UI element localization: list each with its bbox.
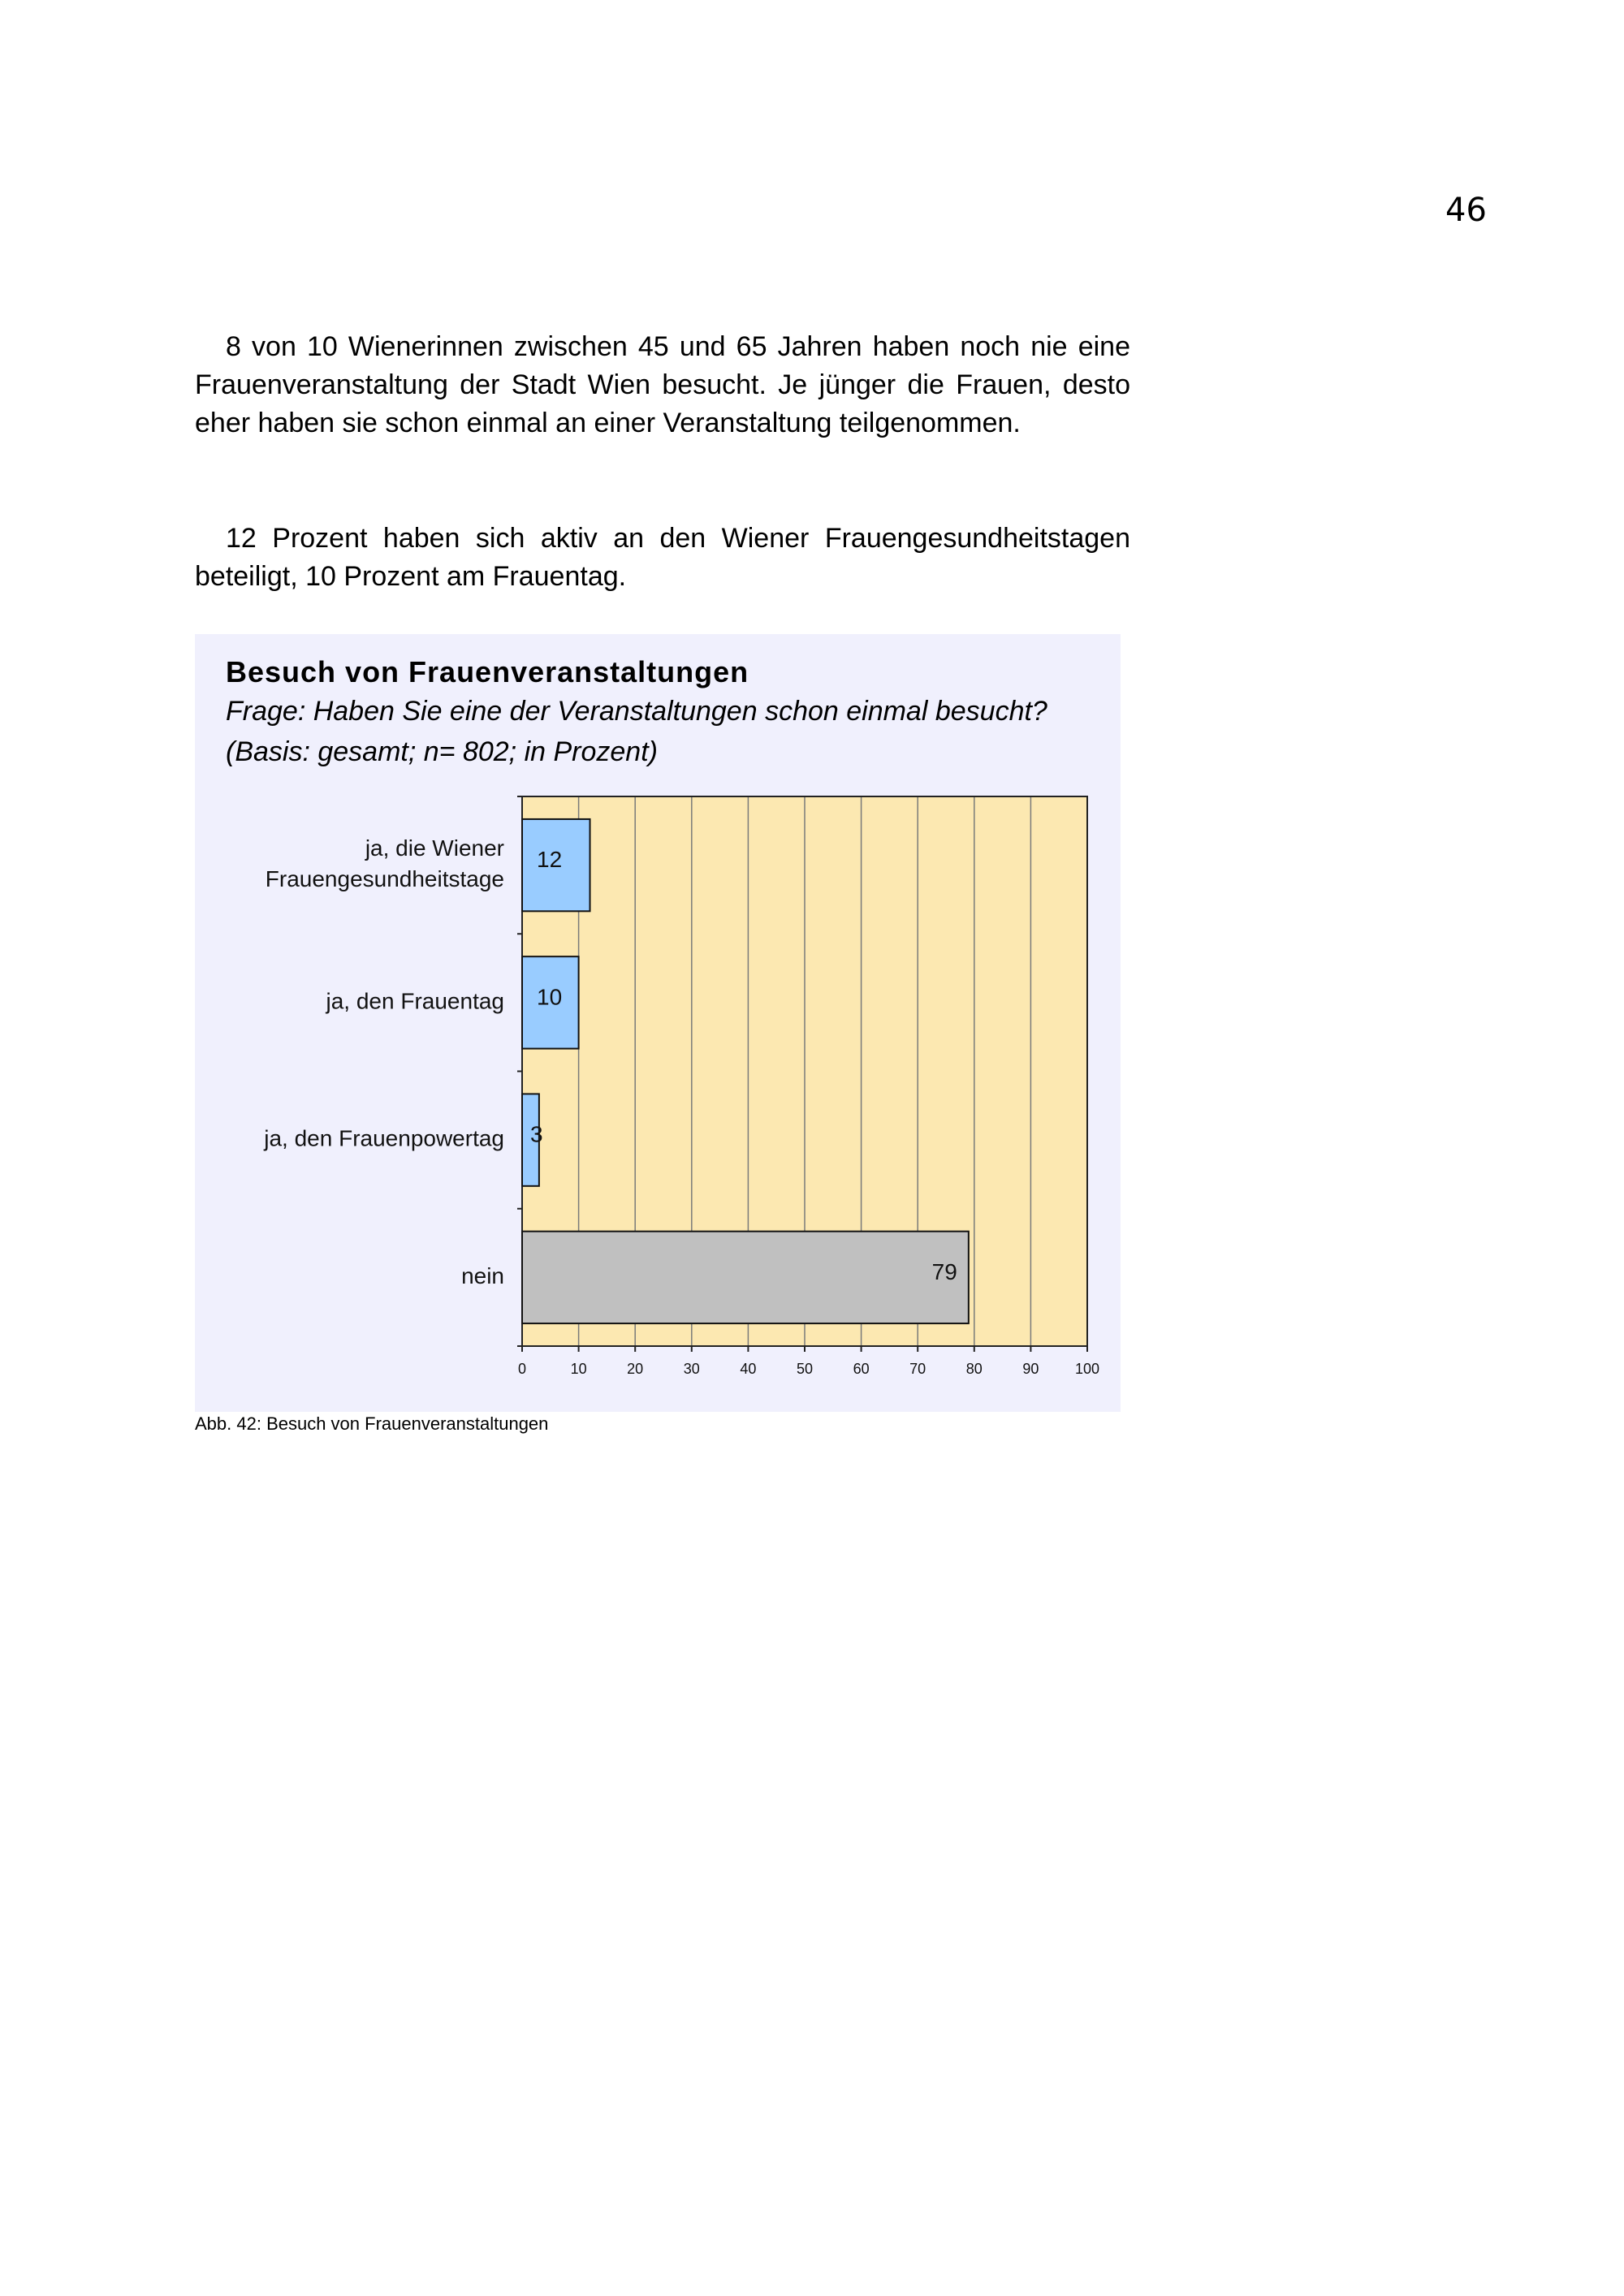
category-label-0: Frauengesundheitstage (265, 866, 504, 892)
chart-subtitle: Frage: Haben Sie eine der Veranstaltungen schon einmal besucht? (226, 696, 1047, 727)
x-tick-label-60: 60 (853, 1361, 870, 1377)
x-tick-label-80: 80 (965, 1361, 983, 1377)
data-label-2: 3 (530, 1121, 543, 1147)
data-label-0: 12 (537, 847, 563, 873)
figure-caption: Abb. 42: Besuch von Frauenveranstaltungen (195, 1413, 549, 1434)
x-tick-label-0: 0 (517, 1361, 527, 1377)
page-number: 46 (1445, 192, 1487, 229)
x-tick-label-70: 70 (909, 1361, 926, 1377)
chart-title: Besuch von Frauenveranstaltungen (226, 655, 749, 688)
x-tick-label-40: 40 (740, 1361, 757, 1377)
data-label-3: 79 (931, 1258, 957, 1284)
category-label-1: ja, den Frauentag (326, 988, 504, 1014)
category-label-0: ja, die Wiener (365, 835, 504, 861)
bar-chart (195, 634, 1121, 1412)
x-tick-label-100: 100 (1074, 1361, 1100, 1377)
category-label-2: ja, den Frauenpowertag (264, 1125, 504, 1151)
x-tick-label-50: 50 (796, 1361, 814, 1377)
chart-container (195, 634, 1121, 1412)
x-tick-label-90: 90 (1022, 1361, 1039, 1377)
x-tick-label-30: 30 (683, 1361, 700, 1377)
x-tick-label-10: 10 (570, 1361, 587, 1377)
x-tick-label-20: 20 (627, 1361, 644, 1377)
bar-3 (522, 1232, 969, 1323)
chart-basis: (Basis: gesamt; n= 802; in Prozent) (226, 736, 658, 767)
category-label-3: nein (461, 1262, 504, 1288)
paragraph-2: 12 Prozent haben sich aktiv an den Wiener Frauengesundheitstagen beteiligt, 10 Prozent am Frauentag. (195, 523, 1130, 592)
data-label-1: 10 (537, 984, 563, 1010)
paragraph-1: 8 von 10 Wienerinnen zwischen 45 und 65 Jahren haben noch nie eine Frauenveranstaltung der Stadt Wien besucht. Je jünger die Frauen, desto eher haben sie schon einmal an einer Veranstaltung teilgenommen. (195, 331, 1130, 438)
